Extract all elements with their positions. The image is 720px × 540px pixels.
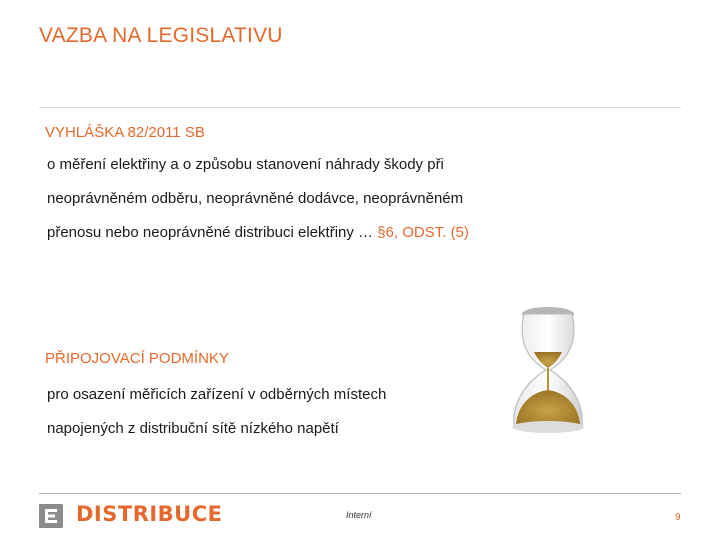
section1-line-3 <box>47 224 469 241</box>
section1-reference: §6, ODST. (5) <box>377 224 469 241</box>
page-number: 9 <box>675 512 681 523</box>
cez-logo-icon <box>39 504 63 528</box>
hourglass-icon <box>478 300 618 440</box>
section1-line-2: neoprávněném odběru, neoprávněné dodávce, neoprávněném <box>47 190 464 207</box>
classification-label: Interní <box>346 510 372 520</box>
section1-line-3-text: přenosu nebo neoprávněné distribuci elektřiny … <box>47 224 378 241</box>
section1-heading: VYHLÁŠKA 82/2011 SB <box>45 124 205 141</box>
slide-title: VAZBA NA LEGISLATIVU <box>39 24 283 47</box>
top-divider <box>39 107 681 108</box>
footer-logo-text: DISTRIBUCE <box>76 502 223 526</box>
footer-divider <box>39 493 681 494</box>
section2-line-2: napojených z distribuční sítě nízkého napětí <box>47 420 339 437</box>
section2-heading: PŘIPOJOVACÍ PODMÍNKY <box>45 350 229 367</box>
section1-line-1: o měření elektřiny a o způsobu stanovení náhrady škody při <box>47 156 444 173</box>
section2-line-1: pro osazení měřicích zařízení v odběrných místech <box>47 386 387 403</box>
